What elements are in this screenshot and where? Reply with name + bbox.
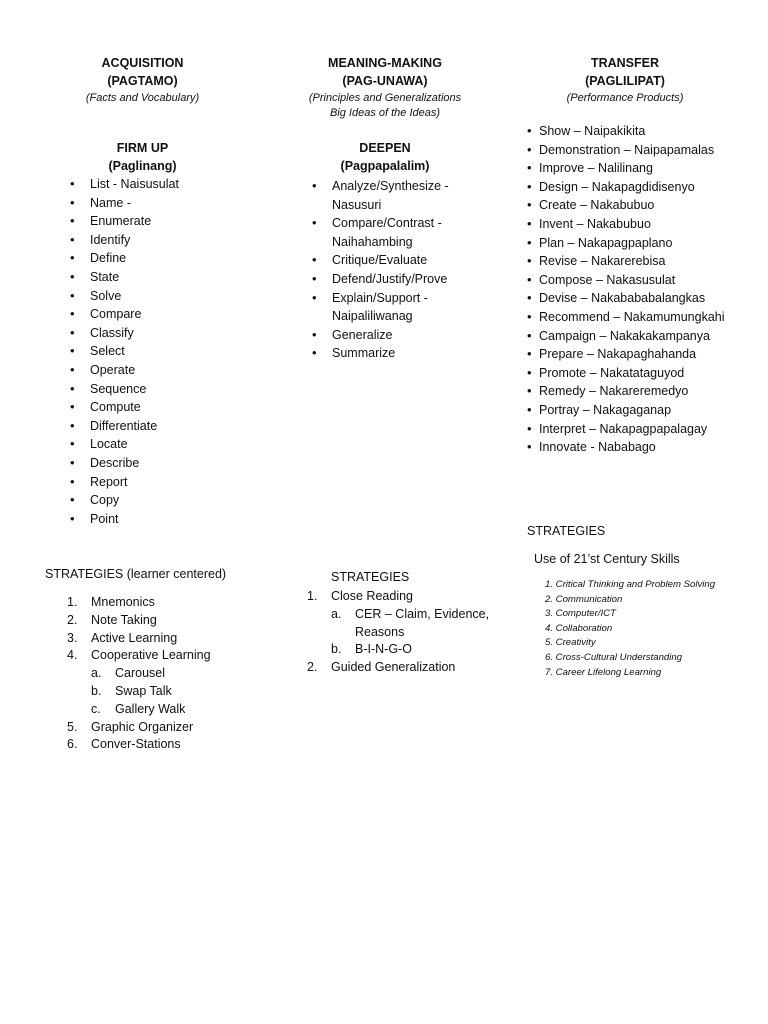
list-item: • Demonstration – Naipapamalas — [527, 141, 762, 160]
list-item: 7. Career Lifelong Learning — [545, 666, 662, 678]
list-item: • Name - — [68, 194, 238, 213]
list-item: • Improve – Nalilinang — [527, 159, 762, 178]
transfer-subtitle: (PAGLILIPAT) — [585, 74, 665, 88]
list-item: • Generalize — [310, 326, 480, 345]
transfer-title: TRANSFER — [590, 56, 660, 70]
list-item: • Compose – Nakasusulat — [527, 271, 762, 290]
list-item: • Innovate - Nababago — [527, 438, 762, 457]
col2-strategies-list — [307, 588, 497, 677]
list-item: • Create – Nakabubuo — [527, 196, 762, 215]
list-item: • Identify — [68, 231, 238, 250]
list-item: • Compare — [68, 305, 238, 324]
list-item: • Explain/Support - Naipaliliwanag — [310, 289, 480, 326]
list-item: • Interpret – Nakapagpapalagay — [527, 420, 762, 439]
list-item: 5. Graphic Organizer — [67, 719, 194, 734]
list-item: • Design – Nakapagdidisenyo — [527, 178, 762, 197]
list-item: • Enumerate — [68, 212, 238, 231]
list-item: • Copy — [68, 491, 238, 510]
firmup-title: FIRM UP — [116, 141, 169, 155]
firmup-header — [60, 139, 225, 175]
col1-strategies-label: STRATEGIES (learner centered) — [45, 567, 227, 581]
list-item: • Remedy – Nakareremedyo — [527, 382, 762, 401]
list-item: • Campaign – Nakakakampanya — [527, 327, 762, 346]
list-item: 4. Cooperative Learning a. Carousel b. Swap Talk c. Gallery Walk — [67, 647, 257, 718]
list-item: • Recommend – Nakamumungkahi — [527, 308, 762, 327]
deepen-title: DEEPEN — [359, 141, 411, 155]
list-item: • Promote – Nakatataguyod — [527, 364, 762, 383]
list-item: • Describe — [68, 454, 238, 473]
list-item: a. Carousel — [91, 666, 166, 681]
list-item: 1. Close Reading a. CER – Claim, Evidence, Reasons b. B-I-N-G-O — [307, 588, 497, 659]
list-item: • Operate — [68, 361, 238, 380]
transfer-header — [540, 54, 710, 106]
list-item: 5. Creativity — [545, 637, 596, 649]
list-item: a. CER – Claim, Evidence, Reasons — [331, 606, 490, 639]
deepen-subtitle: (Pagpapalalim) — [340, 159, 430, 173]
list-item: 3. Computer/ICT — [545, 608, 616, 620]
list-item: • Defend/Justify/Prove — [310, 270, 480, 289]
col2-strategies-label: STRATEGIES — [331, 570, 410, 584]
meaning-making-subtitle: (PAG-UNAWA) — [342, 74, 428, 88]
meaning-making-note-line2: Big Ideas of the Ideas) — [329, 107, 441, 119]
list-item: • Revise – Nakarerebisa — [527, 252, 762, 271]
list-item: • Devise – Nakabababalangkas — [527, 289, 762, 308]
list-item: • Report — [68, 473, 238, 492]
list-item: • Show – Naipakikita — [527, 122, 762, 141]
list-item: • State — [68, 268, 238, 287]
list-item: 4. Collaboration — [545, 622, 613, 634]
list-item: 2. Communication — [545, 593, 623, 605]
acquisition-header — [60, 54, 225, 106]
list-item: • Invent – Nakabubuo — [527, 215, 762, 234]
list-item: • Differentiate — [68, 417, 238, 436]
list-item: • Locate — [68, 435, 238, 454]
list-item: 2. Note Taking — [67, 612, 157, 627]
list-item: • List - Naisusulat — [68, 175, 238, 194]
col1-strategies-list — [67, 594, 257, 754]
list-item: 6. Conver-Stations — [67, 737, 181, 752]
list-item: c. Gallery Walk — [91, 701, 186, 716]
list-item: 6. Cross-Cultural Understanding — [545, 651, 683, 663]
skills-heading: Use of 21’st Century Skills — [534, 552, 680, 566]
list-item: • Point — [68, 510, 238, 529]
transfer-list — [527, 122, 762, 457]
meaning-making-title: MEANING-MAKING — [328, 56, 442, 70]
close-reading-sublist — [331, 606, 497, 659]
list-item: 1. Critical Thinking and Problem Solving — [545, 579, 716, 590]
list-item: • Plan – Nakapagpaplano — [527, 234, 762, 253]
list-item: • Compute — [68, 398, 238, 417]
list-item: • Define — [68, 249, 238, 268]
acquisition-title: ACQUISITION — [101, 56, 184, 70]
list-item: 2. Guided Generalization — [307, 660, 456, 675]
list-item: • Analyze/Synthesize - Nasusuri — [310, 177, 480, 214]
list-item: • Portray – Nakagaganap — [527, 401, 762, 420]
list-item: • Summarize — [310, 344, 480, 363]
skills-list — [545, 578, 765, 680]
acquisition-note: (Facts and Vocabulary) — [85, 92, 200, 104]
list-item: • Prepare – Nakapaghahanda — [527, 345, 762, 364]
col3-strategies-label: STRATEGIES — [527, 524, 606, 538]
transfer-note: (Performance Products) — [566, 92, 684, 104]
list-item: 3. Active Learning — [67, 630, 178, 645]
firmup-list — [68, 175, 238, 528]
meaning-making-header — [290, 54, 480, 121]
list-item: • Compare/Contrast - Naihahambing — [310, 214, 480, 251]
acquisition-subtitle: (PAGTAMO) — [107, 74, 178, 88]
list-item: • Classify — [68, 324, 238, 343]
list-item: • Select — [68, 342, 238, 361]
meaning-making-note-line1: (Principles and Generalizations — [308, 92, 462, 104]
list-item: • Solve — [68, 287, 238, 306]
deepen-header — [290, 139, 480, 175]
list-item: 1. Mnemonics — [67, 595, 155, 609]
list-item: b. B-I-N-G-O — [331, 642, 412, 657]
list-item: • Critique/Evaluate — [310, 251, 480, 270]
firmup-subtitle: (Paglinang) — [108, 159, 177, 173]
list-item: b. Swap Talk — [91, 683, 172, 698]
cooperative-learning-sublist — [91, 665, 257, 718]
deepen-list — [310, 177, 480, 363]
list-item: • Sequence — [68, 380, 238, 399]
